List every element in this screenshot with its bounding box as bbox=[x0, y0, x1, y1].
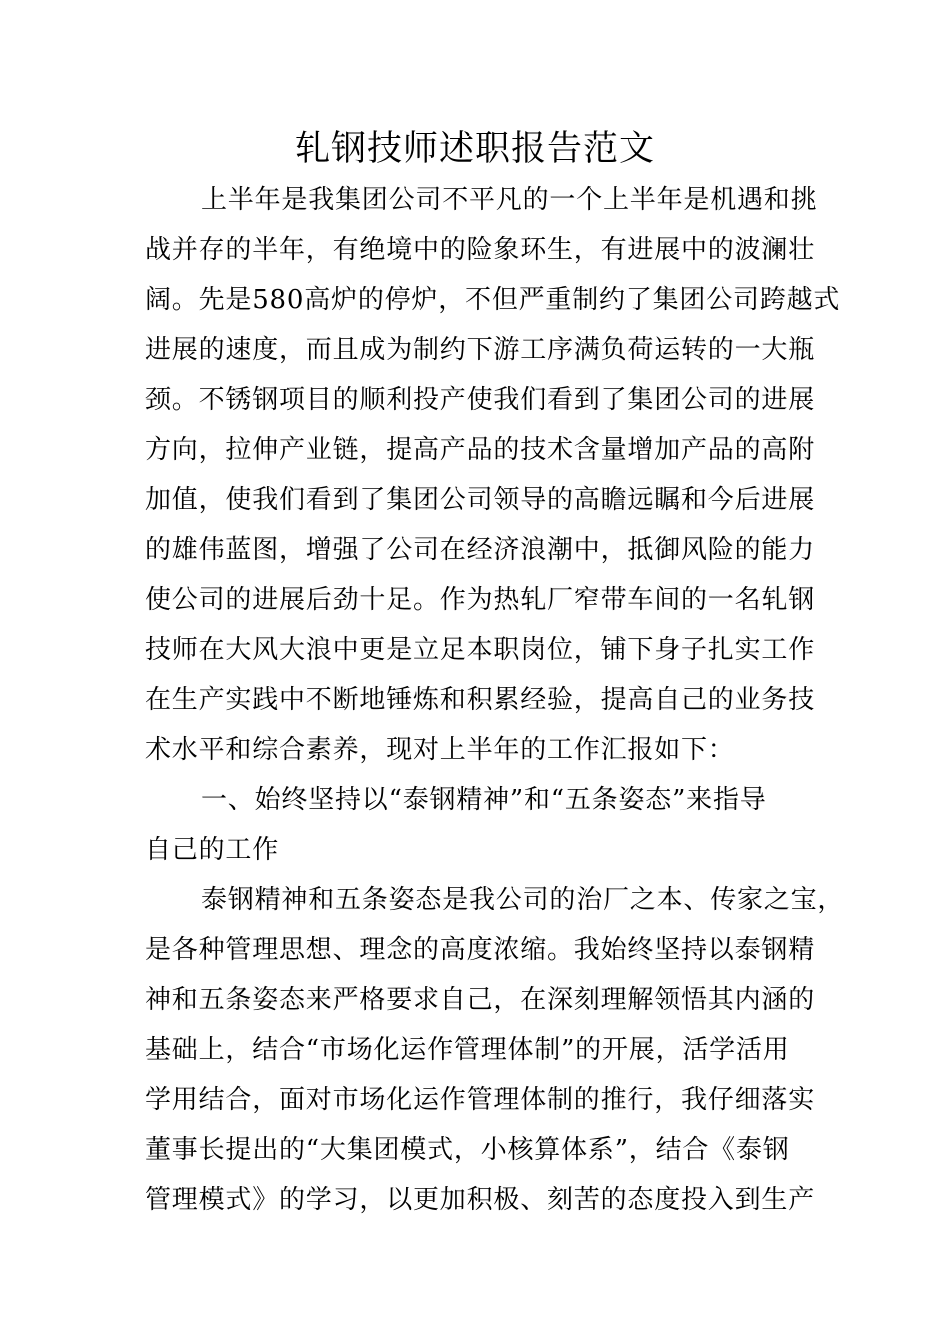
paragraph-line: 阔。先是580高炉的停炉，不但严重制约了集团公司跨越式 bbox=[145, 285, 841, 315]
paragraph-line: 上半年是我集团公司不平凡的一个上半年是机遇和挑 bbox=[201, 185, 818, 215]
document-title: 轧钢技师述职报告范文 bbox=[294, 129, 655, 169]
paragraph-line: 使公司的进展后劲十足。作为热轧厂窄带车间的一名轧钢 bbox=[145, 585, 816, 615]
paragraph-line: 泰钢精神和五条姿态是我公司的治厂之本、传家之宝， bbox=[201, 885, 845, 915]
section-heading-line: 一、始终坚持以“泰钢精神”和“五条姿态”来指导 bbox=[201, 785, 767, 815]
paragraph-line: 神和五条姿态来严格要求自己，在深刻理解领悟其内涵的 bbox=[145, 985, 816, 1015]
paragraph-line: 进展的速度，而且成为制约下游工序满负荷运转的一大瓶 bbox=[145, 335, 816, 365]
paragraph-line: 董事长提出的“大集团模式，小核算体系”，结合《泰钢 bbox=[145, 1135, 790, 1165]
paragraph-line: 是各种管理思想、理念的高度浓缩。我始终坚持以泰钢精 bbox=[145, 935, 816, 965]
paragraph-line: 战并存的半年，有绝境中的险象环生，有进展中的波澜壮 bbox=[145, 235, 816, 265]
paragraph-line: 学用结合，面对市场化运作管理体制的推行，我仔细落实 bbox=[145, 1085, 816, 1115]
paragraph-line: 管理模式》的学习，以更加积极、刻苦的态度投入到生产 bbox=[145, 1185, 816, 1215]
section-heading-line: 自己的工作 bbox=[145, 835, 280, 865]
paragraph-line: 术水平和综合素养，现对上半年的工作汇报如下： bbox=[145, 735, 735, 765]
paragraph-line: 加值，使我们看到了集团公司领导的高瞻远瞩和今后进展 bbox=[145, 485, 816, 515]
paragraph-line: 方向，拉伸产业链，提高产品的技术含量增加产品的高附 bbox=[145, 435, 816, 465]
paragraph-line: 在生产实践中不断地锤炼和积累经验，提高自己的业务技 bbox=[145, 685, 816, 715]
paragraph-line: 颈。不锈钢项目的顺利投产使我们看到了集团公司的进展 bbox=[145, 385, 816, 415]
paragraph-line: 基础上，结合“市场化运作管理体制”的开展，活学活用 bbox=[145, 1035, 790, 1065]
paragraph-line: 技师在大风大浪中更是立足本职岗位，铺下身子扎实工作 bbox=[145, 635, 816, 665]
paragraph-line: 的雄伟蓝图，增强了公司在经济浪潮中，抵御风险的能力 bbox=[145, 535, 816, 565]
